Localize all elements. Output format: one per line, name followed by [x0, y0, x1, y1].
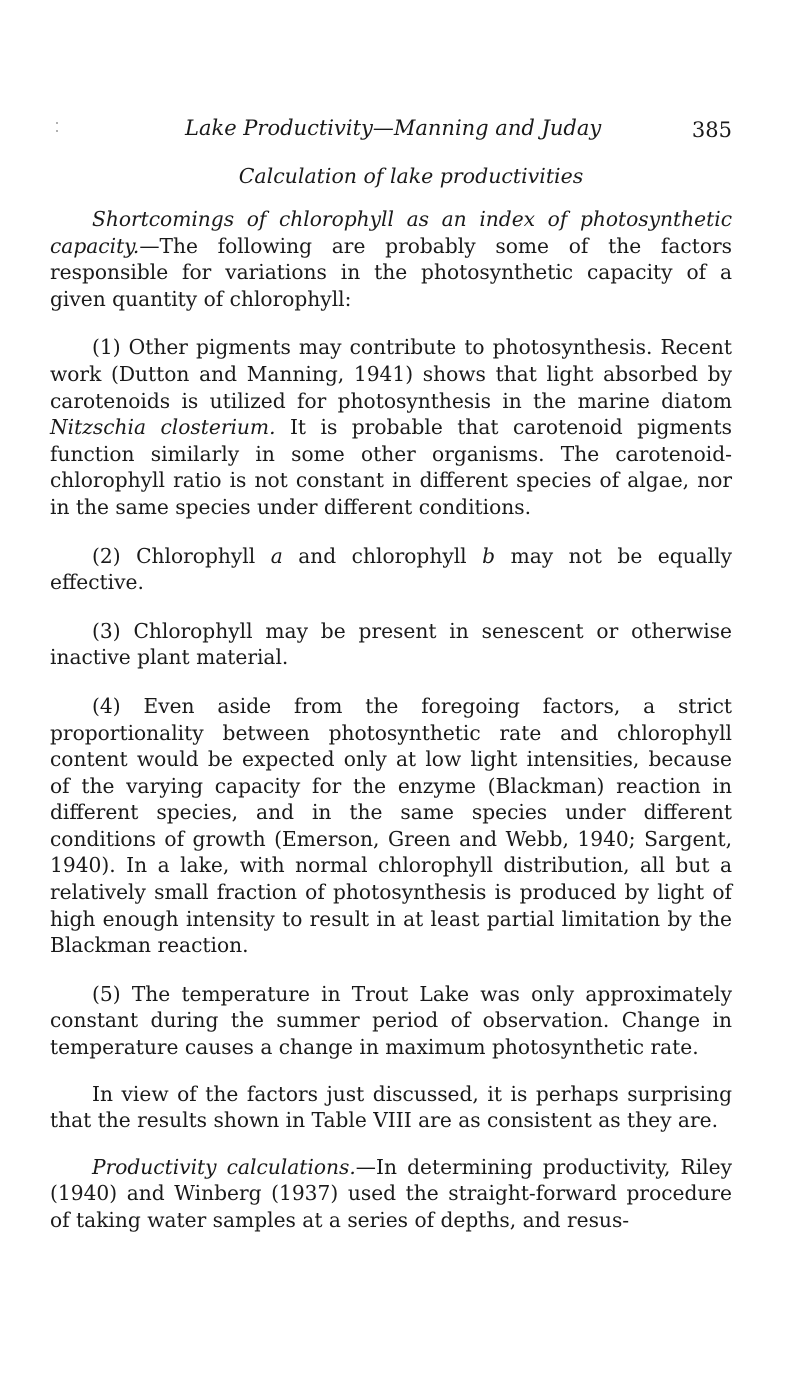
page-number: 385 [691, 118, 732, 142]
paragraph-text: and chlorophyll [282, 543, 483, 568]
paragraph-heading: Shortcomings of chlorophyll as an index of photosynthetic capacity. [50, 207, 732, 258]
paragraph-factor-5: (5) The temperature in Trout Lake was only approximately constant during the summer period of observation. Change in temperature causes a change in maximum photosynthetic rate. [50, 981, 732, 1060]
chlorophyll-b-label: b [482, 543, 496, 568]
section-title: Calculation of lake productivities [238, 164, 584, 188]
paragraph-text: (2) Chlorophyll [92, 543, 271, 568]
paragraph-text: —In determining productivity, Riley (1940) and Winberg (1937) used the straight-forward procedure of taking water samples at a series of depths, and resus- [50, 1154, 732, 1232]
running-title: Lake Productivity—Manning and Juday [185, 116, 602, 140]
book-page [50, 112, 732, 1234]
paragraph-factor-1 [50, 334, 732, 520]
paragraph-text: It is probable that carotenoid pigments function similarly in some other organisms. The carotenoid-chlorophyll ratio is not constant in different species of algae, nor in the same species under different conditions. [50, 415, 732, 519]
paragraph-heading: Productivity calculations. [92, 1154, 356, 1179]
paragraph-factor-2 [50, 543, 732, 596]
paragraph-text: may not be equally effective. [50, 543, 732, 595]
paragraph-text: —The following are probably some of the factors responsible for variations in the photosynthetic capacity of a given quantity of chlorophyll: [50, 233, 732, 311]
paragraph-factor-4: (4) Even aside from the foregoing factors, a strict proportionality between photosynthetic rate and chlorophyll content would be expected only at low light intensities, because of the varying capacity for the enzyme (Blackman) reaction in different species, and in the same species under different conditions of growth (Emerson, Green and Webb, 1940; Sargent, 1940). In a lake, with normal chlorophyll distribution, all but a relatively small fraction of photosynthesis is produced by light of high enough intensity to result in at least partial limitation by the Blackman reaction. [50, 693, 732, 958]
species-name: Nitzschia closterium. [50, 415, 276, 440]
paragraph-factor-3: (3) Chlorophyll may be present in senescent or otherwise inactive plant material. [50, 618, 732, 670]
paragraph-view: In view of the factors just discussed, it is perhaps surprising that the results shown in Table VIII are as consistent as they are. [50, 1081, 732, 1133]
paragraph-shortcomings [50, 206, 732, 312]
chlorophyll-a-label: a [270, 543, 283, 568]
paragraph-text: (1) Other pigments may contribute to photosynthesis. Recent work (Dutton and Manning, 1941) shows that light absorbed by carotenoids is utilized for photosynthesis in the marine diatom [50, 335, 732, 413]
running-head [50, 112, 732, 144]
paragraph-productivity [50, 1154, 732, 1234]
